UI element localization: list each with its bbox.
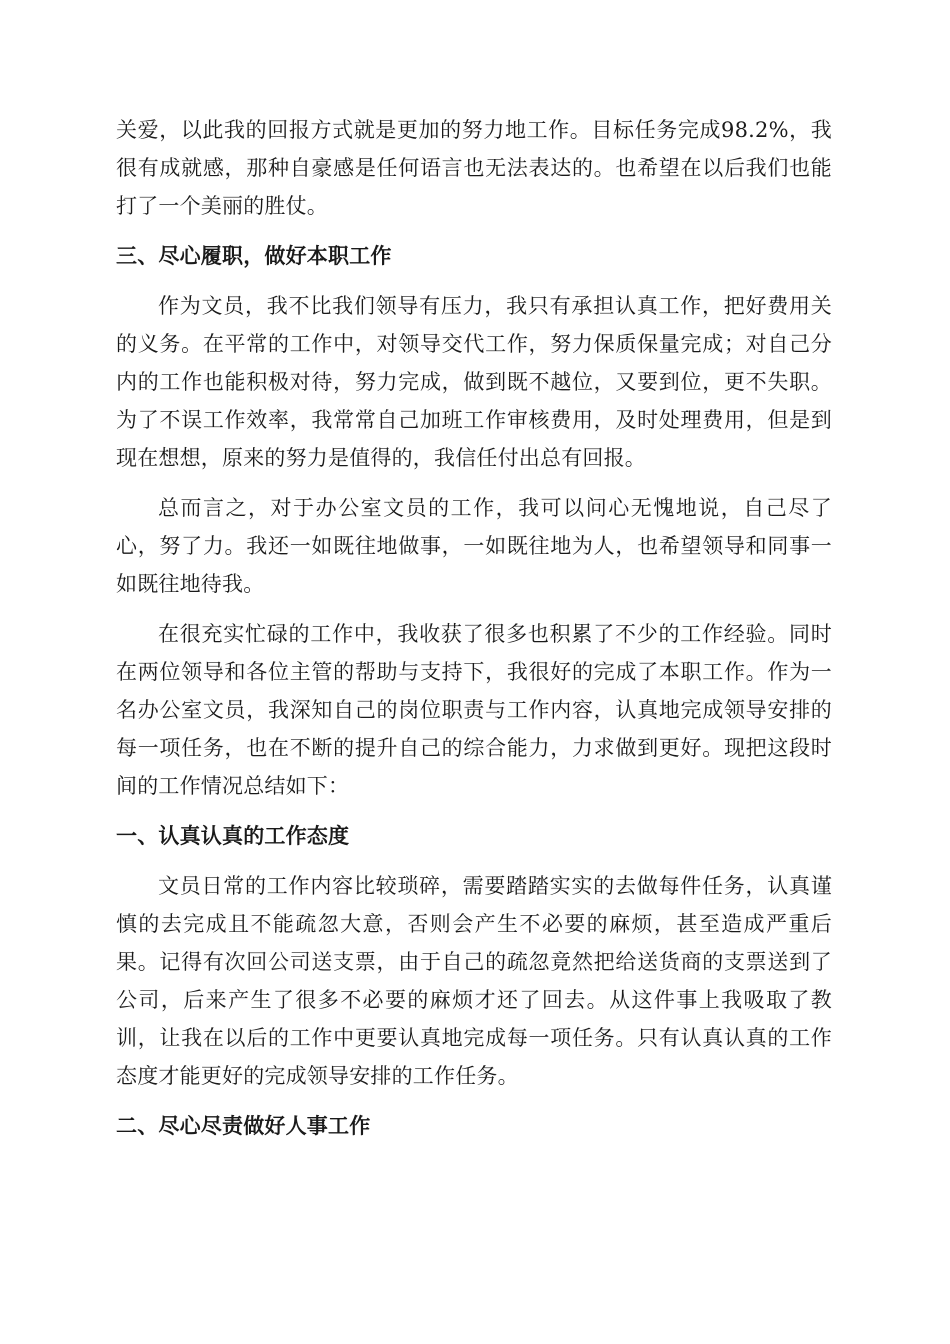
section-heading-1: 一、认真认真的工作态度 bbox=[116, 824, 350, 848]
paragraph-duty: 作为文员，我不比我们领导有压力，我只有承担认真工作，把好费用关的义务。在平常的工作中，对领导交代工作，努力保质保量完成；对自己分内的工作也能积极对待，努力完成，做到既不越位，又要到位，更不失职。为了不误工作效率，我常常自己加班工作审核费用，及时处理费用，但是到现在想想，原来的努力是值得的，我信任付出总有回报。 bbox=[116, 294, 832, 470]
paragraph-attitude: 文员日常的工作内容比较琐碎，需要踏踏实实的去做每件任务，认真谨慎的去完成且不能疏忽大意，否则会产生不必要的麻烦，甚至造成严重后果。记得有次回公司送支票，由于自己的疏忽竟然把给送货商的支票送到了公司，后来产生了很多不必要的麻烦才还了回去。从这件事上我吸取了教训，让我在以后的工作中更要认真地完成每一项任务。只有认真认真的工作态度才能更好的完成领导安排的工作任务。 bbox=[116, 874, 832, 1088]
document-body bbox=[116, 111, 832, 1157]
section-heading-2: 二、尽心尽责做好人事工作 bbox=[116, 1114, 371, 1138]
paragraph-summary: 总而言之，对于办公室文员的工作，我可以问心无愧地说，自己尽了心，努了力。我还一如既往地做事，一如既往地为人，也希望领导和同事一如既往地待我。 bbox=[116, 496, 832, 596]
paragraph-intro-continuation: 关爱，以此我的回报方式就是更加的努力地工作。目标任务完成98.2%，我很有成就感，那种自豪感是任何语言也无法表达的。也希望在以后我们也能打了一个美丽的胜仗。 bbox=[116, 118, 832, 218]
paragraph-overview: 在很充实忙碌的工作中，我收获了很多也积累了不少的工作经验。同时在两位领导和各位主管的帮助与支持下，我很好的完成了本职工作。作为一名办公室文员，我深知自己的岗位职责与工作内容，认真地完成领导安排的每一项任务，也在不断的提升自己的综合能力，力求做到更好。现把这段时间的工作情况总结如下： bbox=[116, 622, 832, 798]
section-heading-3: 三、尽心履职，做好本职工作 bbox=[116, 244, 392, 268]
